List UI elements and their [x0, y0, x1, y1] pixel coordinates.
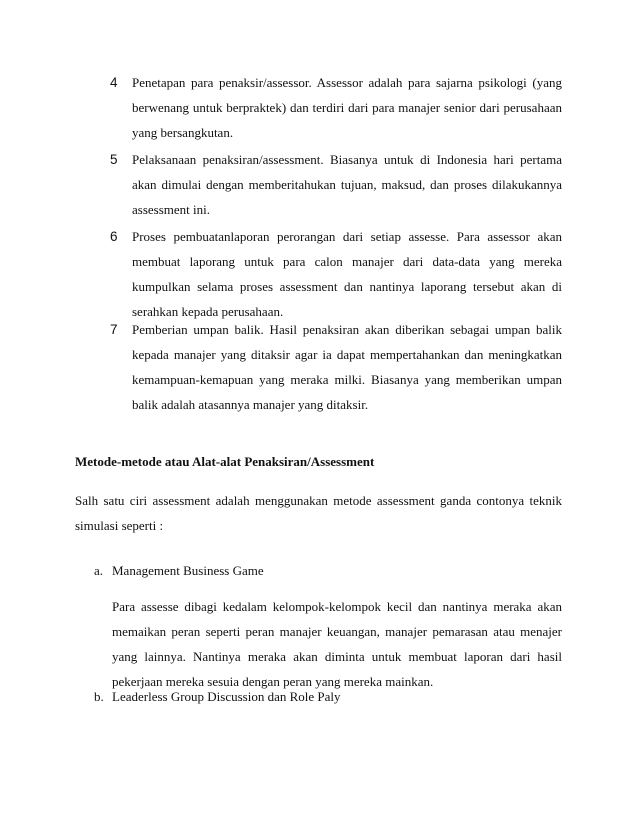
list-item-text: Pemberian umpan balik. Hasil penaksiran akan diberikan sebagai umpan balik kepada manajer yang ditaksir agar ia dapat mempertahankan dan meningkatkan kemampuan-kemapuan yang meraka milki. Biasanya yang memberikan umpan balik adalah atasannya manajer yang ditaksir.: [132, 322, 562, 412]
list-marker: b.: [94, 689, 104, 704]
list-number: 6: [110, 229, 118, 244]
list-item-text: Penetapan para penaksir/assessor. Assessor adalah para sajarna psikologi (yang berwenang untuk berpraktek) dan terdiri dari para manajer senior dari perusahaan yang bersangkutan.: [132, 75, 562, 140]
list-item-text: Pelaksanaan penaksiran/assessment. Biasanya untuk di Indonesia hari pertama akan dimulai dengan memberitahukan tujuan, maksud, dan proses dilakukannya assessment ini.: [132, 152, 562, 217]
section-heading: Metode-metode atau Alat-alat Penaksiran/Assessment: [75, 454, 375, 469]
list-item-title: Leaderless Group Discussion dan Role Paly: [112, 689, 341, 704]
list-item-text: Proses pembuatanlaporan perorangan dari setiap assesse. Para assessor akan membuat laporang untuk para calon manajer dari data-data yang mereka kumpulkan selama proses assessment dan nantinya laporang tersebut akan di serahkan kepada perusahaan.: [132, 229, 562, 319]
list-marker: a.: [94, 563, 104, 578]
intro-paragraph: Salh satu ciri assessment adalah menggunakan metode assessment ganda contonya teknik simulasi seperti :: [75, 493, 562, 533]
list-number: 7: [110, 322, 118, 337]
list-number: 4: [110, 75, 118, 90]
list-item-description: Para assesse dibagi kedalam kelompok-kelompok kecil dan nantinya meraka akan memaikan peran seperti peran manajer keuangan, manajer pemarasan atau menajer yang lainnya. Nantinya meraka akan diminta untuk membuat laporan dari hasil pekerjaan mereka sesuia dengan peran yang mereka mainkan.: [112, 599, 562, 689]
list-number: 5: [110, 152, 118, 167]
list-item-title: Management Business Game: [112, 563, 264, 578]
